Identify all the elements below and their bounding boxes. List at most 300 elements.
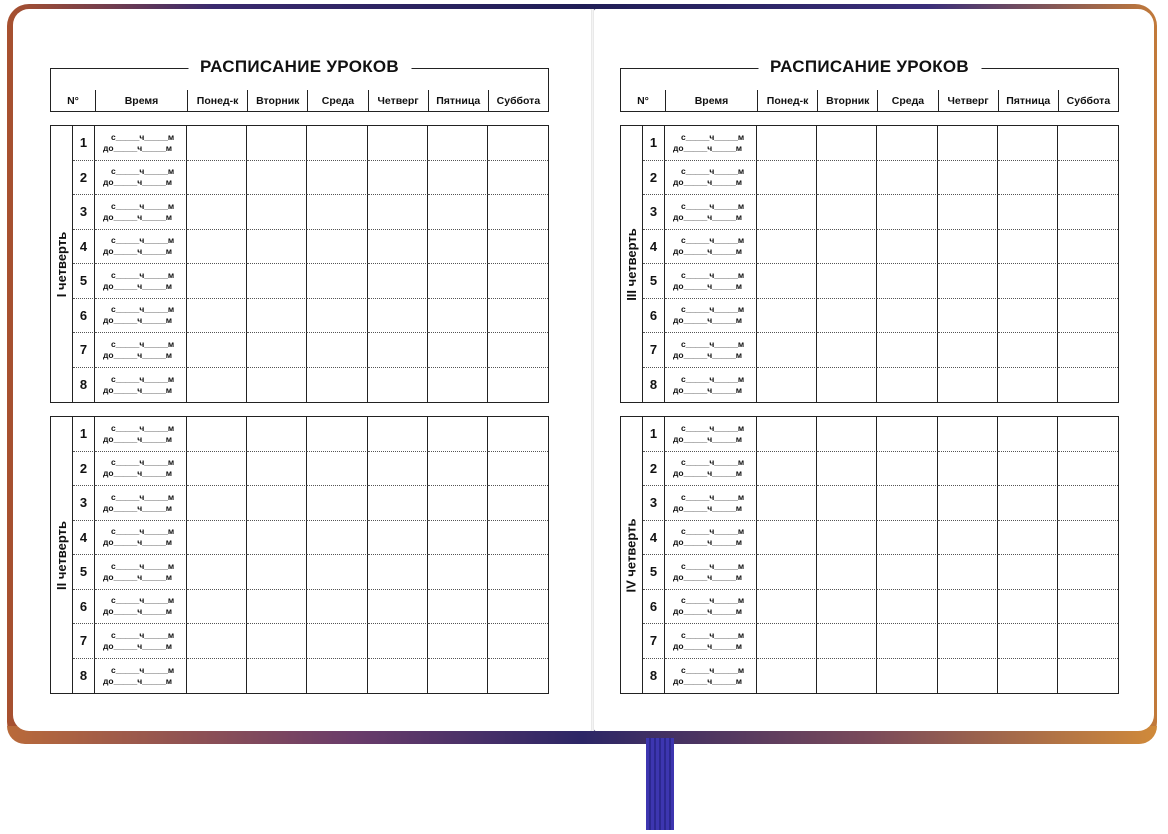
schedule-cell[interactable] xyxy=(877,126,937,161)
time-start: с_____ч_____м xyxy=(111,457,175,468)
schedule-cell[interactable] xyxy=(938,452,998,487)
schedule-cell[interactable] xyxy=(817,368,877,403)
lesson-number: 1 xyxy=(643,126,665,161)
column-header: Понед-к xyxy=(757,90,817,111)
schedule-cell[interactable] xyxy=(1058,659,1118,694)
lesson-time[interactable] xyxy=(665,299,757,334)
schedule-cell[interactable] xyxy=(877,521,937,556)
schedule-cell[interactable] xyxy=(307,486,367,521)
quarter-label-text: II четверть xyxy=(54,520,69,590)
schedule-cell[interactable] xyxy=(307,126,367,161)
lesson-time[interactable] xyxy=(95,452,187,487)
schedule-cell[interactable] xyxy=(307,195,367,230)
lesson-time[interactable] xyxy=(95,126,187,161)
lesson-number: 8 xyxy=(643,368,665,403)
schedule-cell[interactable] xyxy=(247,230,307,265)
schedule-cell[interactable] xyxy=(368,161,428,196)
lesson-number: 4 xyxy=(643,521,665,556)
schedule-cell[interactable] xyxy=(307,333,367,368)
schedule-cell[interactable] xyxy=(998,590,1058,625)
schedule-cell[interactable] xyxy=(428,590,488,625)
schedule-cell[interactable] xyxy=(247,299,307,334)
schedule-cell[interactable] xyxy=(938,624,998,659)
schedule-cell[interactable] xyxy=(877,590,937,625)
schedule-cell[interactable] xyxy=(817,161,877,196)
time-start: с_____ч_____м xyxy=(681,664,745,675)
lesson-time[interactable] xyxy=(665,452,757,487)
schedule-cell[interactable] xyxy=(938,659,998,694)
schedule-cell[interactable] xyxy=(998,230,1058,265)
schedule-cell[interactable] xyxy=(428,264,488,299)
schedule-cell[interactable] xyxy=(817,659,877,694)
schedule-cell[interactable] xyxy=(488,368,548,403)
lesson-number: 5 xyxy=(73,264,95,299)
schedule-cell[interactable] xyxy=(877,659,937,694)
right-schedule xyxy=(620,56,1119,694)
schedule-cell[interactable] xyxy=(307,555,367,590)
lesson-time[interactable] xyxy=(665,126,757,161)
time-end: до_____ч_____м xyxy=(673,502,743,513)
time-end: до_____ч_____м xyxy=(103,502,173,513)
lesson-time[interactable] xyxy=(95,521,187,556)
schedule-cell[interactable] xyxy=(817,555,877,590)
schedule-cell[interactable] xyxy=(1058,521,1118,556)
schedule-cell[interactable] xyxy=(1058,230,1118,265)
schedule-cell[interactable] xyxy=(817,126,877,161)
schedule-cell[interactable] xyxy=(817,624,877,659)
schedule-cell[interactable] xyxy=(817,264,877,299)
schedule-cell[interactable] xyxy=(488,555,548,590)
schedule-cell[interactable] xyxy=(488,486,548,521)
schedule-cell[interactable] xyxy=(998,126,1058,161)
schedule-cell[interactable] xyxy=(938,195,998,230)
time-end: до_____ч_____м xyxy=(103,142,173,153)
schedule-cell[interactable] xyxy=(757,417,817,452)
schedule-cell[interactable] xyxy=(488,417,548,452)
schedule-cell[interactable] xyxy=(307,264,367,299)
schedule-cell[interactable] xyxy=(1058,299,1118,334)
schedule-cell[interactable] xyxy=(938,230,998,265)
schedule-cell[interactable] xyxy=(998,417,1058,452)
schedule-cell[interactable] xyxy=(998,161,1058,196)
time-start: с_____ч_____м xyxy=(681,560,745,571)
schedule-cell[interactable] xyxy=(1058,486,1118,521)
schedule-cell[interactable] xyxy=(488,624,548,659)
quarter-block xyxy=(50,416,549,694)
schedule-cell[interactable] xyxy=(757,555,817,590)
lesson-time[interactable] xyxy=(665,555,757,590)
lesson-time[interactable] xyxy=(95,486,187,521)
schedule-cell[interactable] xyxy=(1058,417,1118,452)
schedule-cell[interactable] xyxy=(247,521,307,556)
lesson-time[interactable] xyxy=(665,521,757,556)
time-start: с_____ч_____м xyxy=(111,166,175,177)
schedule-cell[interactable] xyxy=(488,264,548,299)
time-start: с_____ч_____м xyxy=(111,304,175,315)
schedule-cell[interactable] xyxy=(428,452,488,487)
time-start: с_____ч_____м xyxy=(681,200,745,211)
schedule-cell[interactable] xyxy=(757,624,817,659)
lesson-time[interactable] xyxy=(665,161,757,196)
schedule-cell[interactable] xyxy=(187,161,247,196)
lesson-time[interactable] xyxy=(665,659,757,694)
bookmark-ribbon[interactable] xyxy=(646,738,674,830)
lesson-time[interactable] xyxy=(95,659,187,694)
lesson-number: 7 xyxy=(73,624,95,659)
schedule-cell[interactable] xyxy=(428,555,488,590)
lesson-time[interactable] xyxy=(95,299,187,334)
lesson-time[interactable] xyxy=(665,264,757,299)
lesson-number: 5 xyxy=(643,555,665,590)
column-header: Суббота xyxy=(488,90,548,111)
schedule-cell[interactable] xyxy=(428,230,488,265)
schedule-cell[interactable] xyxy=(187,264,247,299)
schedule-cell[interactable] xyxy=(187,195,247,230)
schedule-cell[interactable] xyxy=(938,264,998,299)
schedule-cell[interactable] xyxy=(368,659,428,694)
schedule-cell[interactable] xyxy=(877,555,937,590)
schedule-cell[interactable] xyxy=(307,161,367,196)
quarter-label xyxy=(51,417,73,693)
schedule-cell[interactable] xyxy=(938,555,998,590)
schedule-cell[interactable] xyxy=(368,590,428,625)
schedule-cell[interactable] xyxy=(817,299,877,334)
schedule-cell[interactable] xyxy=(757,299,817,334)
schedule-cell[interactable] xyxy=(757,333,817,368)
schedule-cell[interactable] xyxy=(817,452,877,487)
schedule-cell[interactable] xyxy=(1058,333,1118,368)
schedule-cell[interactable] xyxy=(817,195,877,230)
schedule-cell[interactable] xyxy=(938,521,998,556)
time-start: с_____ч_____м xyxy=(111,526,175,537)
schedule-cell[interactable] xyxy=(757,161,817,196)
lesson-time[interactable] xyxy=(95,368,187,403)
schedule-cell[interactable] xyxy=(368,555,428,590)
schedule-cell[interactable] xyxy=(877,624,937,659)
time-start: с_____ч_____м xyxy=(681,491,745,502)
lesson-number: 3 xyxy=(643,195,665,230)
schedule-cell[interactable] xyxy=(1058,590,1118,625)
lesson-time[interactable] xyxy=(95,333,187,368)
schedule-cell[interactable] xyxy=(428,333,488,368)
lesson-number: 8 xyxy=(73,368,95,403)
schedule-cell[interactable] xyxy=(428,624,488,659)
schedule-cell[interactable] xyxy=(368,230,428,265)
lesson-number: 3 xyxy=(73,486,95,521)
schedule-cell[interactable] xyxy=(488,452,548,487)
schedule-cell[interactable] xyxy=(247,417,307,452)
lesson-number: 4 xyxy=(73,230,95,265)
quarter-label-text: III четверть xyxy=(624,227,640,301)
schedule-cell[interactable] xyxy=(1058,264,1118,299)
schedule-cell[interactable] xyxy=(307,590,367,625)
time-start: с_____ч_____м xyxy=(681,526,745,537)
lesson-time[interactable] xyxy=(95,195,187,230)
schedule-cell[interactable] xyxy=(817,417,877,452)
schedule-cell[interactable] xyxy=(877,161,937,196)
time-start: с_____ч_____м xyxy=(681,304,745,315)
lesson-number: 1 xyxy=(73,417,95,452)
schedule-cell[interactable] xyxy=(187,417,247,452)
schedule-cell[interactable] xyxy=(757,590,817,625)
schedule-cell[interactable] xyxy=(998,624,1058,659)
time-start: с_____ч_____м xyxy=(111,235,175,246)
schedule-cell[interactable] xyxy=(817,333,877,368)
schedule-cell[interactable] xyxy=(428,126,488,161)
schedule-cell[interactable] xyxy=(187,624,247,659)
column-header: Среда xyxy=(877,90,937,111)
lesson-time[interactable] xyxy=(665,590,757,625)
schedule-cell[interactable] xyxy=(187,590,247,625)
schedule-cell[interactable] xyxy=(368,624,428,659)
title-row xyxy=(620,57,1119,99)
lesson-time[interactable] xyxy=(95,590,187,625)
lesson-number: 1 xyxy=(643,417,665,452)
time-end: до_____ч_____м xyxy=(103,349,173,360)
lesson-time[interactable] xyxy=(665,417,757,452)
schedule-cell[interactable] xyxy=(368,368,428,403)
lesson-time[interactable] xyxy=(95,230,187,265)
schedule-cell[interactable] xyxy=(817,521,877,556)
schedule-cell[interactable] xyxy=(757,521,817,556)
schedule-cell[interactable] xyxy=(877,417,937,452)
time-start: с_____ч_____м xyxy=(111,629,175,640)
schedule-cell[interactable] xyxy=(488,521,548,556)
schedule-cell[interactable] xyxy=(187,230,247,265)
schedule-cell[interactable] xyxy=(817,486,877,521)
schedule-cell[interactable] xyxy=(877,452,937,487)
schedule-cell[interactable] xyxy=(1058,624,1118,659)
schedule-cell[interactable] xyxy=(1058,368,1118,403)
lesson-time[interactable] xyxy=(95,555,187,590)
schedule-cell[interactable] xyxy=(307,417,367,452)
lesson-time[interactable] xyxy=(665,624,757,659)
schedule-cell[interactable] xyxy=(998,264,1058,299)
schedule-cell[interactable] xyxy=(1058,126,1118,161)
schedule-cell[interactable] xyxy=(757,452,817,487)
schedule-cell[interactable] xyxy=(307,624,367,659)
column-header: Суббота xyxy=(1058,90,1118,111)
schedule-cell[interactable] xyxy=(938,161,998,196)
schedule-cell[interactable] xyxy=(247,161,307,196)
quarter-block xyxy=(50,125,549,403)
schedule-cell[interactable] xyxy=(368,126,428,161)
schedule-cell[interactable] xyxy=(938,126,998,161)
lesson-number: 2 xyxy=(643,452,665,487)
time-start: с_____ч_____м xyxy=(111,200,175,211)
time-end: до_____ч_____м xyxy=(673,606,743,617)
schedule-cell[interactable] xyxy=(1058,195,1118,230)
time-start: с_____ч_____м xyxy=(111,664,175,675)
lesson-time[interactable] xyxy=(665,195,757,230)
left-schedule xyxy=(50,56,549,694)
schedule-cell[interactable] xyxy=(247,126,307,161)
time-start: с_____ч_____м xyxy=(111,560,175,571)
time-end: до_____ч_____м xyxy=(673,675,743,686)
schedule-cell[interactable] xyxy=(247,368,307,403)
schedule-cell[interactable] xyxy=(488,590,548,625)
schedule-cell[interactable] xyxy=(757,264,817,299)
schedule-cell[interactable] xyxy=(938,368,998,403)
quarter-label xyxy=(621,417,643,693)
schedule-cell[interactable] xyxy=(428,417,488,452)
schedule-cell[interactable] xyxy=(187,555,247,590)
schedule-cell[interactable] xyxy=(877,333,937,368)
schedule-cell[interactable] xyxy=(307,659,367,694)
schedule-cell[interactable] xyxy=(757,195,817,230)
schedule-cell[interactable] xyxy=(877,230,937,265)
lesson-time[interactable] xyxy=(665,368,757,403)
schedule-cell[interactable] xyxy=(998,368,1058,403)
schedule-cell[interactable] xyxy=(368,264,428,299)
column-header: Четверг xyxy=(938,90,998,111)
lesson-number: 7 xyxy=(643,624,665,659)
lesson-number: 3 xyxy=(73,195,95,230)
schedule-cell[interactable] xyxy=(247,590,307,625)
schedule-cell[interactable] xyxy=(998,299,1058,334)
schedule-cell[interactable] xyxy=(817,590,877,625)
schedule-cell[interactable] xyxy=(368,299,428,334)
schedule-cell[interactable] xyxy=(877,264,937,299)
schedule-cell[interactable] xyxy=(428,161,488,196)
time-end: до_____ч_____м xyxy=(103,315,173,326)
schedule-cell[interactable] xyxy=(998,452,1058,487)
time-start: с_____ч_____м xyxy=(681,269,745,280)
time-start: с_____ч_____м xyxy=(681,338,745,349)
schedule-cell[interactable] xyxy=(428,521,488,556)
schedule-cell[interactable] xyxy=(247,195,307,230)
schedule-cell[interactable] xyxy=(187,126,247,161)
time-end: до_____ч_____м xyxy=(673,246,743,257)
schedule-cell[interactable] xyxy=(247,659,307,694)
column-header: Вторник xyxy=(817,90,877,111)
schedule-cell[interactable] xyxy=(488,126,548,161)
schedule-cell[interactable] xyxy=(428,486,488,521)
schedule-cell[interactable] xyxy=(368,333,428,368)
schedule-cell[interactable] xyxy=(187,486,247,521)
schedule-cell[interactable] xyxy=(247,264,307,299)
schedule-cell[interactable] xyxy=(488,659,548,694)
schedule-cell[interactable] xyxy=(938,333,998,368)
time-start: с_____ч_____м xyxy=(111,491,175,502)
time-end: до_____ч_____м xyxy=(673,537,743,548)
quarter-block xyxy=(620,125,1119,403)
schedule-cell[interactable] xyxy=(757,126,817,161)
schedule-cell[interactable] xyxy=(877,299,937,334)
schedule-cell[interactable] xyxy=(488,333,548,368)
schedule-cell[interactable] xyxy=(187,659,247,694)
schedule-cell[interactable] xyxy=(938,299,998,334)
column-header: Вторник xyxy=(247,90,307,111)
schedule-cell[interactable] xyxy=(488,230,548,265)
schedule-cell[interactable] xyxy=(1058,452,1118,487)
schedule-cell[interactable] xyxy=(998,195,1058,230)
schedule-cell[interactable] xyxy=(368,452,428,487)
lesson-number: 4 xyxy=(73,521,95,556)
schedule-cell[interactable] xyxy=(877,195,937,230)
schedule-cell[interactable] xyxy=(187,299,247,334)
column-header: Среда xyxy=(307,90,367,111)
lesson-number: 3 xyxy=(643,486,665,521)
schedule-cell[interactable] xyxy=(877,486,937,521)
schedule-cell[interactable] xyxy=(488,299,548,334)
lesson-number: 2 xyxy=(643,161,665,196)
schedule-cell[interactable] xyxy=(307,452,367,487)
time-end: до_____ч_____м xyxy=(103,640,173,651)
schedule-cell[interactable] xyxy=(247,452,307,487)
schedule-cell[interactable] xyxy=(757,659,817,694)
quarter-label-text: IV четверть xyxy=(624,517,640,593)
schedule-cell[interactable] xyxy=(938,590,998,625)
schedule-cell[interactable] xyxy=(187,333,247,368)
schedule-cell[interactable] xyxy=(757,230,817,265)
schedule-cell[interactable] xyxy=(247,624,307,659)
schedule-cell[interactable] xyxy=(488,195,548,230)
schedule-title: РАСПИСАНИЕ УРОКОВ xyxy=(188,57,411,77)
schedule-cell[interactable] xyxy=(368,486,428,521)
schedule-cell[interactable] xyxy=(307,299,367,334)
schedule-cell[interactable] xyxy=(247,486,307,521)
schedule-cell[interactable] xyxy=(307,368,367,403)
schedule-cell[interactable] xyxy=(368,195,428,230)
lesson-time[interactable] xyxy=(665,333,757,368)
schedule-cell[interactable] xyxy=(247,555,307,590)
schedule-cell[interactable] xyxy=(998,659,1058,694)
schedule-cell[interactable] xyxy=(428,368,488,403)
time-end: до_____ч_____м xyxy=(673,640,743,651)
schedule-cell[interactable] xyxy=(428,659,488,694)
lesson-number: 5 xyxy=(73,555,95,590)
lesson-time[interactable] xyxy=(95,624,187,659)
schedule-cell[interactable] xyxy=(938,486,998,521)
lesson-time[interactable] xyxy=(665,486,757,521)
schedule-cell[interactable] xyxy=(307,230,367,265)
schedule-cell[interactable] xyxy=(998,555,1058,590)
schedule-cell[interactable] xyxy=(1058,161,1118,196)
schedule-cell[interactable] xyxy=(938,417,998,452)
schedule-cell[interactable] xyxy=(757,368,817,403)
schedule-cell[interactable] xyxy=(247,333,307,368)
schedule-cell[interactable] xyxy=(187,368,247,403)
schedule-cell[interactable] xyxy=(187,521,247,556)
time-start: с_____ч_____м xyxy=(681,166,745,177)
schedule-cell[interactable] xyxy=(428,299,488,334)
schedule-cell[interactable] xyxy=(368,417,428,452)
schedule-cell[interactable] xyxy=(368,521,428,556)
schedule-cell[interactable] xyxy=(187,452,247,487)
schedule-title: РАСПИСАНИЕ УРОКОВ xyxy=(758,57,981,77)
schedule-cell[interactable] xyxy=(877,368,937,403)
schedule-cell[interactable] xyxy=(488,161,548,196)
lesson-time[interactable] xyxy=(95,161,187,196)
schedule-cell[interactable] xyxy=(998,486,1058,521)
schedule-cell[interactable] xyxy=(1058,555,1118,590)
schedule-cell[interactable] xyxy=(428,195,488,230)
lesson-time[interactable] xyxy=(665,230,757,265)
lesson-number: 1 xyxy=(73,126,95,161)
schedule-cell[interactable] xyxy=(757,486,817,521)
lesson-time[interactable] xyxy=(95,264,187,299)
schedule-cell[interactable] xyxy=(998,333,1058,368)
schedule-cell[interactable] xyxy=(817,230,877,265)
time-end: до_____ч_____м xyxy=(103,177,173,188)
lesson-time[interactable] xyxy=(95,417,187,452)
schedule-cell[interactable] xyxy=(307,521,367,556)
column-header: Понед-к xyxy=(187,90,247,111)
time-end: до_____ч_____м xyxy=(103,246,173,257)
time-start: с_____ч_____м xyxy=(111,595,175,606)
schedule-cell[interactable] xyxy=(998,521,1058,556)
